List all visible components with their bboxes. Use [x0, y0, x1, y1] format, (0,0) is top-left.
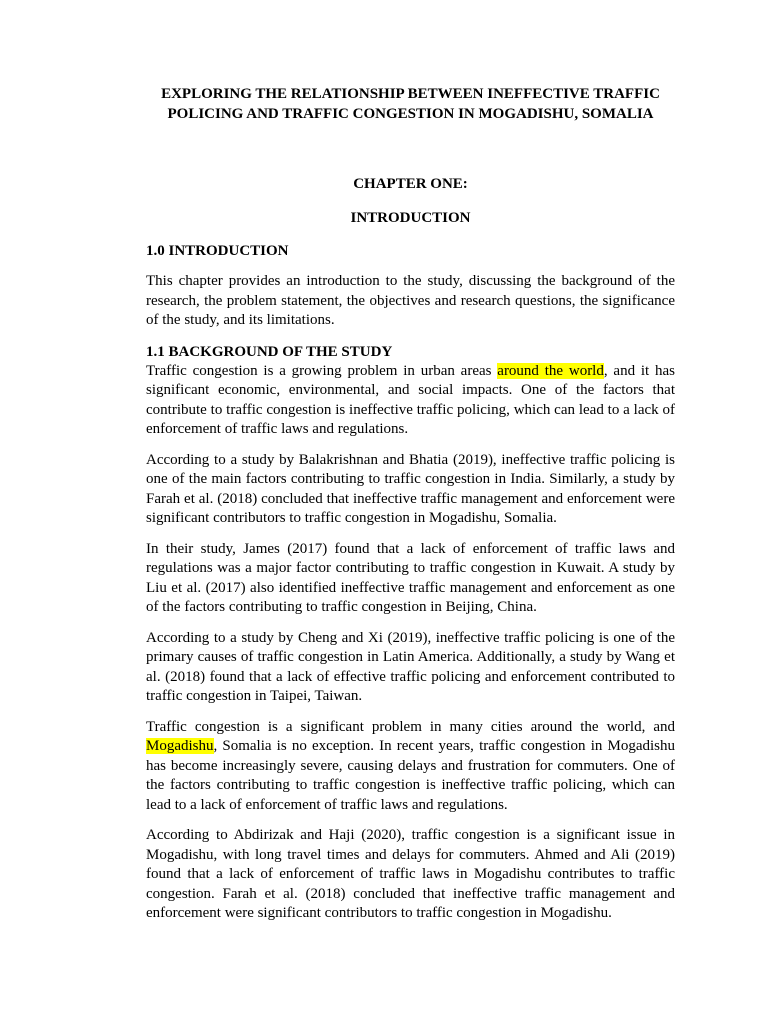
- p5-text-after: , Somalia is no exception. In recent years, traffic congestion in Mogadishu has become increasingly severe, causing delays and frustration for commuters. One of the factors contributing to traffic congestion is ineffective traffic policing, which can lead to a lack of enforcement of traffic laws and regulations.: [146, 738, 675, 813]
- p1-text-before: Traffic congestion is a growing problem in urban areas: [146, 362, 498, 379]
- highlighted-text: Mogadishu: [146, 738, 214, 754]
- title-line-2: POLICING AND TRAFFIC CONGESTION IN MOGADISHU, SOMALIA: [167, 106, 654, 122]
- background-paragraph-2: According to a study by Balakrishnan and Bhatia (2019), ineffective traffic policing is one of the main factors contributing to traffic congestion in India. Similarly, a study by Farah et al. (2018) concluded that ineffective traffic management and enforcement were significant contributors to traffic congestion in Mogadishu, Somalia.: [146, 451, 675, 526]
- title-line-1: EXPLORING THE RELATIONSHIP BETWEEN INEFFECTIVE TRAFFIC: [161, 86, 660, 102]
- background-paragraph-5: [146, 718, 675, 816]
- section-heading-1-1: 1.1 BACKGROUND OF THE STUDY: [146, 343, 393, 360]
- background-paragraph-4: According to a study by Cheng and Xi (2019), ineffective traffic policing is one of the primary causes of traffic congestion in Latin America. Additionally, a study by Wang et al. (2018) found that a lack of effective traffic policing and enforcement contributed to traffic congestion in Taipei, Taiwan.: [146, 629, 675, 704]
- background-paragraph-1: [146, 362, 675, 440]
- highlighted-text: around the world: [497, 362, 604, 379]
- section-heading-1-0: 1.0 INTRODUCTION: [146, 243, 289, 259]
- p5-text-before: Traffic congestion is a significant problem in many cities around the world, and: [146, 718, 675, 735]
- p1-text-after: , and it has significant economic, environmental, and social impacts. One of the factors that contribute to traffic congestion is ineffective traffic policing, which can lead to a lack of enforcement of traffic laws and regulations.: [146, 362, 675, 437]
- chapter-label: CHAPTER ONE:: [353, 176, 468, 192]
- background-paragraph-6: According to Abdirizak and Haji (2020), traffic congestion is a significant issue in Mogadishu, with long travel times and delays for commuters. Ahmed and Ali (2019) found that a lack of enforcement of traffic laws in Mogadishu contributes to traffic congestion. Farah et al. (2018) concluded that ineffective traffic management and enforcement were significant contributors to traffic congestion in Mogadishu.: [146, 827, 675, 921]
- document-page: [146, 84, 675, 924]
- background-paragraph-3: In their study, James (2017) found that a lack of enforcement of traffic laws and regulations was a major factor contributing to traffic congestion in Kuwait. A study by Liu et al. (2017) also identified ineffective traffic management and enforcement as one of the factors contributing to traffic congestion in Beijing, China.: [146, 540, 675, 615]
- intro-paragraph: This chapter provides an introduction to the study, discussing the background of the research, the problem statement, the objectives and research questions, the significance of the study, and its limitations.: [146, 273, 675, 328]
- chapter-title: INTRODUCTION: [350, 210, 471, 226]
- document-title: [146, 84, 675, 124]
